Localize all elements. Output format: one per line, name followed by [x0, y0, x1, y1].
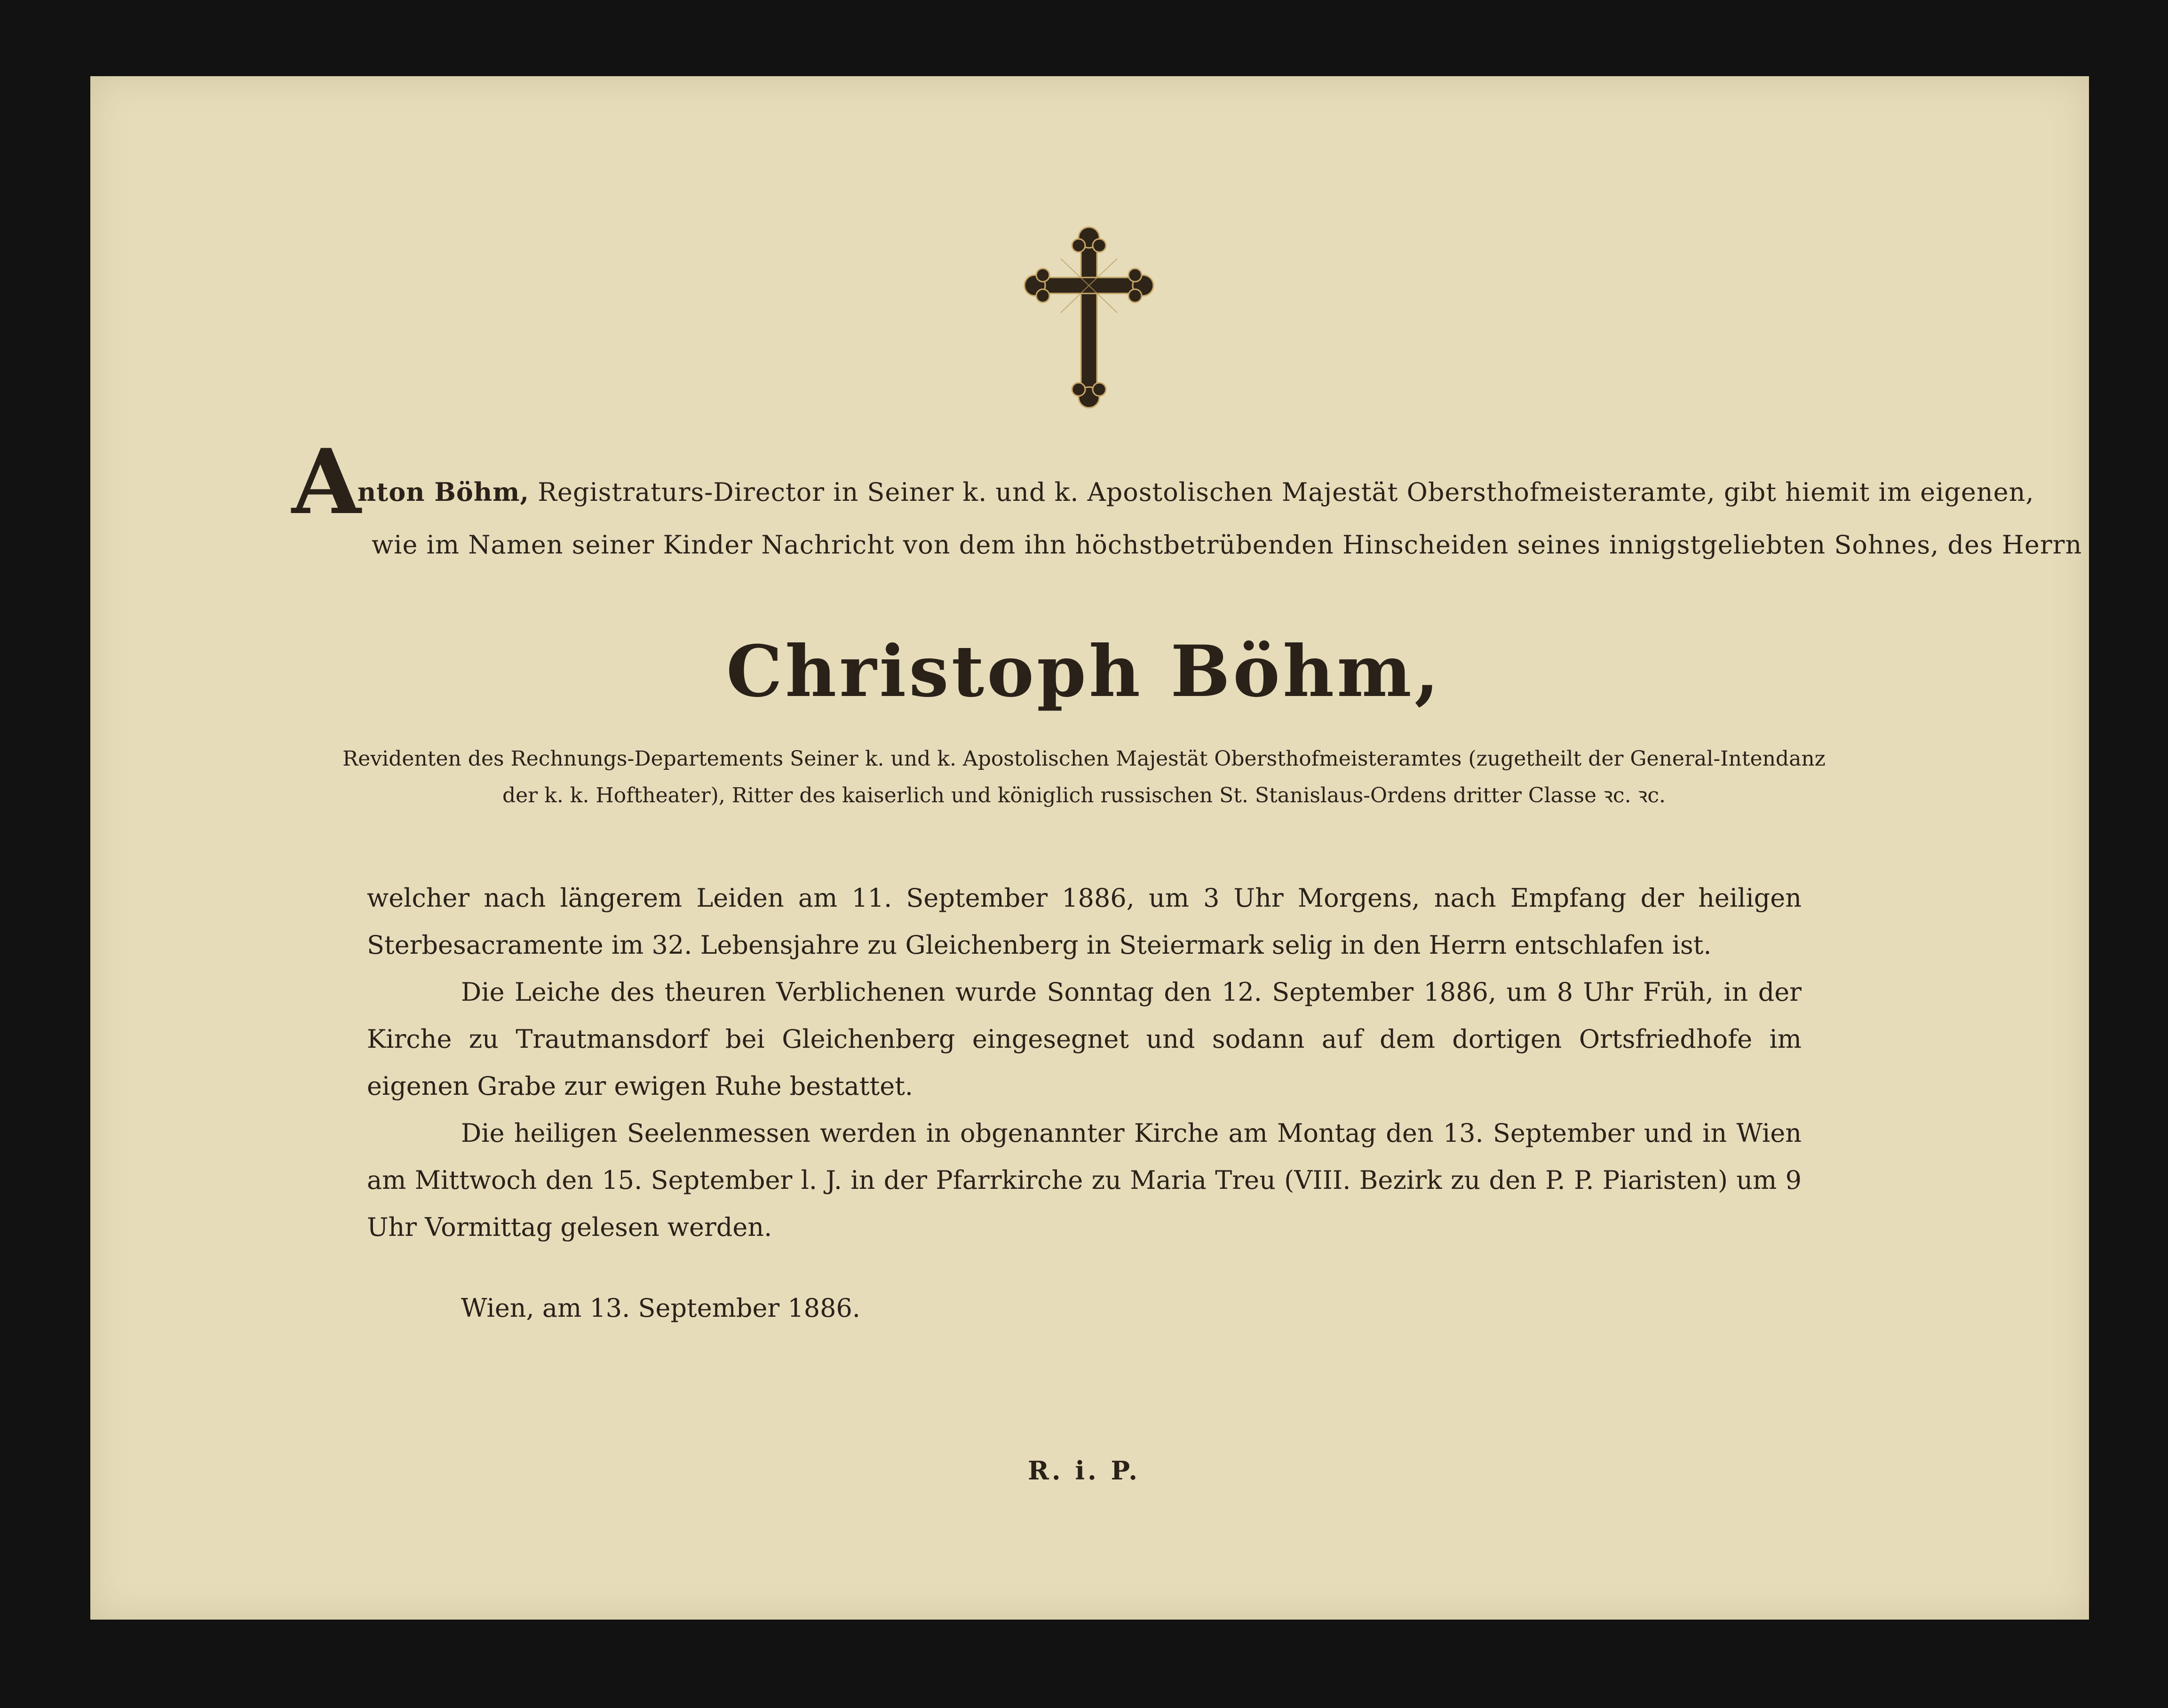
closing-rip: R. i. P. [1027, 1455, 1141, 1486]
titles-line-1: Revidenten des Rechnungs-Departements Seiner k. und k. Apostolischen Majestät Obersthofmeisteramtes (zugetheilt der General-Intendanz [342, 747, 1826, 771]
cross-icon [1018, 221, 1159, 419]
notice-body [367, 875, 1802, 1251]
paragraph-death: welcher nach längerem Leiden am 11. September 1886, um 3 Uhr Morgens, nach Empfang der heiligen Sterbesacramente im 32. Lebensjahre zu Gleichenberg in Steiermark selig in den Herrn entschlafen ist. [367, 883, 1802, 960]
intro-paragraph [292, 429, 2082, 571]
paragraph-burial: Die Leiche des theuren Verblichenen wurde Sonntag den 12. September 1886, um 8 Uhr Früh, in der Kirche zu Trautmansdorf bei Gleichenberg eingesegnet und sodann auf dem dortigen Ortsfriedhofe im eigenen Grabe zur ewigen Ruhe bestattet. [367, 977, 1802, 1101]
titles-line-2: der k. k. Hoftheater), Ritter des kaiserlich und königlich russischen St. Stanislaus-Ordens dritter Classe ꝛc. ꝛc. [502, 783, 1666, 807]
deceased-name: Christoph Böhm, [726, 630, 1442, 713]
intro-line-1 [306, 466, 2082, 519]
deceased-titles [0, 741, 2168, 814]
father-name: nton Böhm, [357, 477, 530, 507]
decorated-initial: A [292, 429, 362, 534]
intro-line-1-text: Registraturs-Director in Seiner k. und k. Apostolischen Majestät Obersthofmeisteramte, gibt hiemit im eigenen, [529, 477, 2034, 507]
place-date: Wien, am 13. September 1886. [461, 1293, 860, 1323]
intro-line-2: wie im Namen seiner Kinder Nachricht von dem ihn höchstbetrübenden Hinscheiden seines innigstgeliebten Sohnes, des Herrn [372, 530, 2082, 560]
paragraph-masses: Die heiligen Seelenmessen werden in obgenannter Kirche am Montag den 13. September und in Wien am Mittwoch den 15. September l. J. in der Pfarrkirche zu Maria Treu (VIII. Bezirk zu den P. P. Piaristen) um 9 Uhr Vormittag gelesen werden. [367, 1118, 1802, 1242]
